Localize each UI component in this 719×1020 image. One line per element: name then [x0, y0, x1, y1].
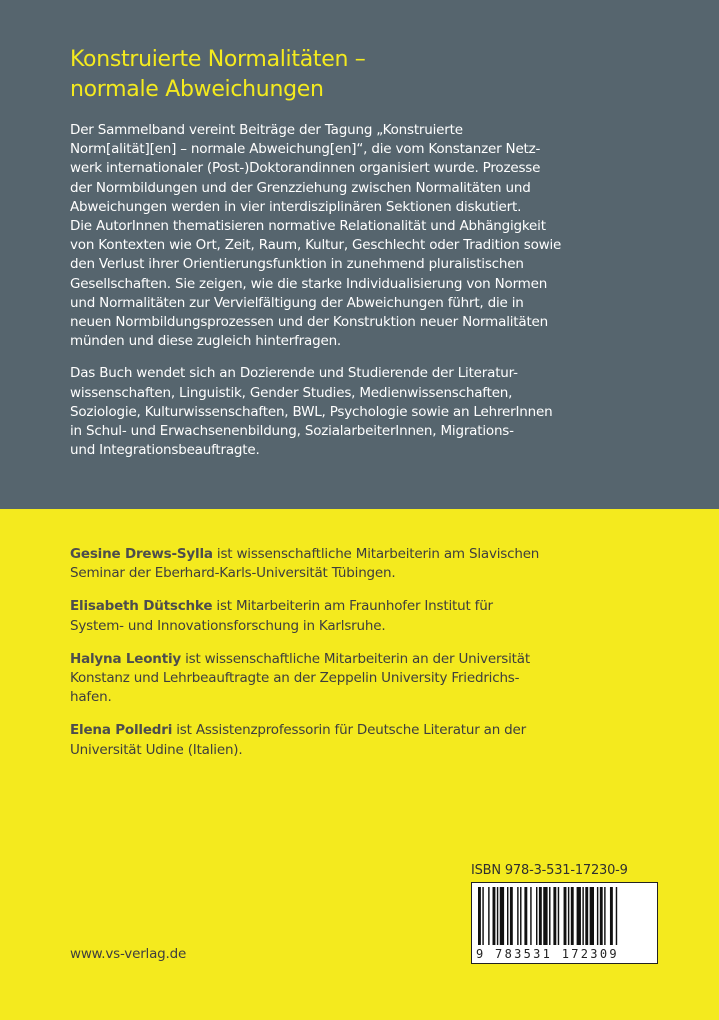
text-line: in Schul- und Erwachsenenbildung, SozialarbeiterInnen, Migrations-: [70, 423, 514, 440]
isbn-label: ISBN 978-3-531-17230-9: [471, 863, 628, 878]
barcode-bar: [582, 887, 583, 945]
text-line: Die AutorInnen thematisieren normative Relationalität und Abhängigkeit: [70, 218, 546, 235]
barcode-bar: [507, 887, 508, 945]
title-line-2: normale Abweichungen: [70, 77, 324, 102]
text-line: [70, 721, 670, 740]
barcode-bar: [530, 887, 531, 945]
barcode-bar: [600, 887, 603, 945]
barcode-bar: [500, 887, 504, 945]
barcode-bar: [604, 887, 605, 945]
text-line: und Integrationsbeauftragte.: [70, 442, 260, 459]
barcode-bar: [497, 887, 498, 945]
barcode-bar: [539, 887, 542, 945]
text-line: und Normalitäten zur Vervielfältigung der Abweichungen führt, die in: [70, 294, 524, 311]
blurb-panel: [0, 0, 719, 509]
barcode-bar: [571, 887, 574, 945]
text-line: werk internationaler (Post-)Doktorandinnen organisiert wurde. Prozesse: [70, 160, 541, 177]
barcode-bar: [520, 887, 521, 945]
barcode-digits: 9 783531 172309: [476, 947, 653, 961]
title-line-1: Konstruierte Normalitäten –: [70, 47, 366, 72]
text-line: Norm[alität][en] – normale Abweichung[en]“, die vom Konstanzer Netz-: [70, 141, 541, 158]
publisher-website: www.vs-verlag.de: [70, 946, 187, 962]
author-name: Halyna Leontiy: [70, 650, 181, 667]
barcode-bar: [517, 887, 518, 945]
barcode-bar: [616, 887, 617, 945]
text-line: wissenschaften, Linguistik, Gender Studies, Medienwissenschaften,: [70, 384, 513, 401]
author-bio: [70, 650, 670, 708]
text-line: münden und diese zugleich hinterfragen.: [70, 333, 342, 350]
text-line: Der Sammelband vereint Beiträge der Tagung „Konstruierte: [70, 122, 463, 138]
barcode-bar: [564, 887, 567, 945]
barcode-bar: [590, 887, 594, 945]
barcode-bar: [524, 887, 527, 945]
barcode-bar: [510, 887, 513, 945]
barcode-bar: [558, 887, 559, 945]
author-bio: [70, 545, 670, 583]
text-line: Soziologie, Kulturwissenschaften, BWL, Psychologie sowie an LehrerInnen: [70, 403, 553, 420]
text-line: [70, 597, 670, 616]
author-name: Gesine Drews-Sylla: [70, 546, 213, 562]
text-line: Gesellschaften. Sie zeigen, wie die starke Individualisierung von Normen: [70, 275, 548, 292]
isbn-barcode: [471, 882, 658, 964]
text-line: [70, 650, 670, 669]
barcode-bar: [549, 887, 550, 945]
text-line: Konstanz und Lehrbeauftragte an der Zeppelin University Friedrichs-: [70, 670, 520, 687]
barcode-bar: [493, 887, 496, 945]
barcode-bar: [482, 887, 483, 945]
barcode-bar: [568, 887, 569, 945]
author-description: ist Mitarbeiterin am Fraunhofer Institut für: [212, 598, 493, 615]
author-bio: [70, 597, 670, 635]
text-line: Abweichungen werden in vier interdisziplinären Sektionen diskutiert.: [70, 198, 522, 215]
text-line: von Kontexten wie Ort, Zeit, Raum, Kultur, Geschlecht oder Tradition sowie: [70, 237, 562, 254]
barcode-bar: [488, 887, 489, 945]
author-bios: [70, 545, 670, 774]
description-paragraph-2: [70, 364, 660, 460]
description-paragraph-1: [70, 121, 660, 351]
book-title: [70, 45, 670, 105]
barcode-bar: [543, 887, 547, 945]
text-line: hafen.: [70, 689, 112, 706]
text-line: neuen Normbildungsprozessen und der Konstruktion neuer Normalitäten: [70, 314, 549, 331]
author-name: Elena Polledri: [70, 722, 173, 739]
barcode-bar: [597, 887, 598, 945]
text-line: Seminar der Eberhard-Karls-Universität Tübingen.: [70, 565, 396, 582]
barcode-bar: [478, 887, 481, 945]
book-description: [70, 121, 660, 473]
barcode-bar: [585, 887, 588, 945]
barcode-bar: [553, 887, 556, 945]
text-line: den Verlust ihrer Orientierungsfunktion in zunehmend pluralistischen: [70, 256, 524, 273]
author-bio: [70, 721, 670, 759]
author-description: ist wissenschaftliche Mitarbeiterin an der Universität: [180, 650, 530, 667]
author-description: ist wissenschaftliche Mitarbeiterin am Slavischen: [212, 546, 540, 562]
barcode-bar: [536, 887, 537, 945]
barcode-bar: [577, 887, 581, 945]
text-line: der Normbildungen und der Grenzziehung zwischen Normalitäten und: [70, 179, 531, 196]
text-line: Universität Udine (Italien).: [70, 741, 243, 758]
author-description: ist Assistenzprofessorin für Deutsche Literatur an der: [172, 722, 526, 739]
text-line: [70, 545, 670, 564]
barcode-bar: [610, 887, 613, 945]
text-line: Das Buch wendet sich an Dozierende und Studierende der Literatur-: [70, 365, 518, 382]
text-line: System- und Innovationsforschung in Karlsruhe.: [70, 617, 386, 634]
author-name: Elisabeth Dütschke: [70, 598, 213, 615]
